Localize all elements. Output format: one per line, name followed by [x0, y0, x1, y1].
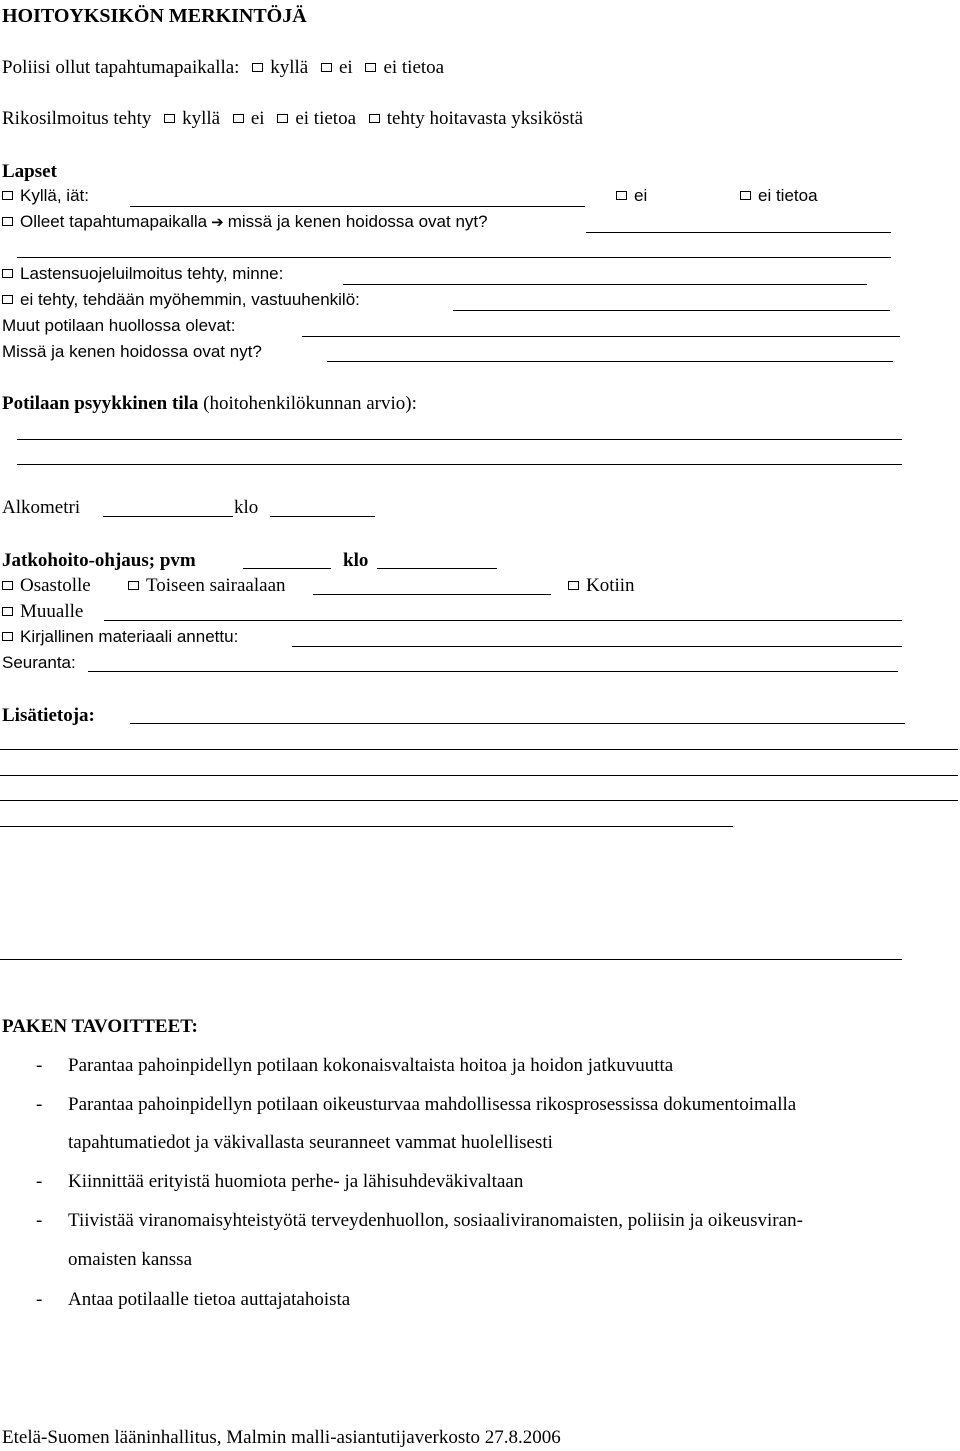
police-no-label: ei [338, 57, 353, 78]
not-done-row [2, 291, 360, 308]
responsible-person-field[interactable] [453, 310, 890, 311]
where-now-field[interactable] [327, 361, 893, 362]
child-protection-checkbox[interactable] [2, 269, 13, 278]
material-field[interactable] [292, 646, 902, 647]
crime-report-own-unit-label: tehty hoitavasta yksiköstä [386, 108, 584, 129]
goal-item-continued: tapahtumatiedot ja väkivallasta seuranneet vammat huolellisesti [68, 1132, 553, 1153]
alcometer-label: Alkometri [2, 497, 81, 518]
children-yes-row [2, 187, 89, 204]
crime-report-no-checkbox[interactable] [233, 114, 244, 123]
crime-report-no-label: ei [250, 108, 265, 129]
goal-item: Parantaa pahoinpidellyn potilaan oikeusturvaa mahdollisessa rikosprosessissa dokumentoimalla [68, 1094, 797, 1115]
home-row [568, 576, 635, 595]
home-checkbox[interactable] [568, 581, 579, 590]
followup-time-label: klo [343, 550, 369, 571]
not-done-label: ei tehty, tehdään myöhemmin, vastuuhenkilö: [20, 290, 360, 309]
other-dependents-field[interactable] [302, 336, 900, 337]
other-hospital-row [128, 576, 286, 595]
extra-field-5[interactable] [0, 826, 733, 827]
police-yes-label: kyllä [270, 57, 309, 78]
elsewhere-row [2, 602, 83, 621]
children-no-checkbox[interactable] [616, 191, 627, 200]
monitoring-label: Seuranta: [2, 653, 76, 672]
children-no-row [616, 187, 647, 204]
crime-report-row [2, 109, 583, 128]
psych-field-2[interactable] [17, 464, 902, 465]
police-row [2, 58, 444, 77]
alcometer-time-field[interactable] [270, 516, 375, 517]
goal-item-continued: omaisten kanssa [68, 1249, 193, 1270]
psych-field-1[interactable] [17, 439, 902, 440]
goal-item: Parantaa pahoinpidellyn potilaan kokonaisvaltaista hoitoa ja hoidon jatkuvuutta [68, 1055, 674, 1076]
children-no-label: ei [634, 186, 648, 205]
ward-checkbox[interactable] [2, 581, 13, 590]
children-yes-label: Kyllä, iät: [20, 186, 89, 205]
children-unknown-checkbox[interactable] [740, 191, 751, 200]
police-yes-checkbox[interactable] [252, 63, 263, 72]
home-label: Kotiin [586, 575, 635, 596]
goals-heading: PAKEN TAVOITTEET: [2, 1016, 198, 1037]
goal-dash: - [36, 1210, 43, 1231]
goal-dash: - [36, 1094, 43, 1115]
police-unknown-checkbox[interactable] [365, 63, 376, 72]
children-present-field-2[interactable] [17, 257, 891, 258]
child-protection-row [2, 265, 283, 282]
ward-row [2, 576, 91, 595]
crime-report-unknown-label: ei tietoa [295, 108, 357, 129]
monitoring-field[interactable] [88, 671, 898, 672]
children-heading: Lapset [2, 161, 57, 182]
psych-row [2, 394, 417, 413]
children-unknown-label: ei tietoa [758, 186, 818, 205]
children-present-field[interactable] [586, 232, 891, 233]
other-hospital-field[interactable] [313, 594, 551, 595]
elsewhere-checkbox[interactable] [2, 607, 13, 616]
police-no-checkbox[interactable] [321, 63, 332, 72]
goal-dash: - [36, 1055, 43, 1076]
children-present-checkbox[interactable] [2, 217, 13, 226]
crime-report-yes-label: kyllä [182, 108, 221, 129]
extra-field-2[interactable] [0, 749, 958, 750]
page-title: HOITOYKSIKÖN MERKINTÖJÄ [2, 5, 307, 27]
other-dependents-label: Muut potilaan huollossa olevat: [2, 316, 236, 335]
children-unknown-row [740, 187, 818, 204]
extra-field-1[interactable] [130, 723, 905, 724]
police-unknown-label: ei tietoa [383, 57, 445, 78]
other-hospital-label: Toiseen sairaalaan [146, 575, 286, 596]
children-yes-checkbox[interactable] [2, 191, 13, 200]
children-present-label: Olleet tapahtumapaikalla [20, 212, 208, 231]
alcometer-value-field[interactable] [103, 516, 233, 517]
material-checkbox[interactable] [2, 632, 13, 641]
child-protection-label: Lastensuojeluilmoitus tehty, minne: [20, 264, 284, 283]
psych-label: Potilaan psyykkinen tila [2, 393, 199, 414]
crime-report-own-unit-checkbox[interactable] [369, 114, 380, 123]
crime-report-unknown-checkbox[interactable] [277, 114, 288, 123]
goal-dash: - [36, 1289, 43, 1310]
children-present-question: missä ja kenen hoidossa ovat nyt? [227, 212, 488, 231]
arrow-right-icon: ➔ [211, 213, 224, 231]
psych-label-note: (hoitohenkilökunnan arvio): [203, 393, 417, 414]
elsewhere-label: Muualle [20, 601, 84, 622]
goal-item: Tiivistää viranomaisyhteistyötä terveydenhuollon, sosiaaliviranomaisten, poliisin ja oikeusviran- [68, 1210, 803, 1231]
crime-report-label: Rikosilmoitus tehty [2, 108, 152, 129]
ward-label: Osastolle [20, 575, 91, 596]
children-present-row [2, 213, 488, 230]
other-hospital-checkbox[interactable] [128, 581, 139, 590]
alcometer-time-label: klo [234, 497, 259, 518]
material-row [2, 628, 238, 645]
followup-heading: Jatkohoito-ohjaus; pvm [2, 550, 196, 571]
goal-dash: - [36, 1171, 43, 1192]
police-label: Poliisi ollut tapahtumapaikalla: [2, 57, 240, 78]
not-done-checkbox[interactable] [2, 295, 13, 304]
child-protection-field[interactable] [343, 284, 867, 285]
followup-time-field[interactable] [377, 568, 497, 569]
extra-label: Lisätietoja: [2, 705, 95, 726]
extra-field-3[interactable] [0, 775, 958, 776]
goal-item: Kiinnittää erityistä huomiota perhe- ja lähisuhdeväkivaltaan [68, 1171, 524, 1192]
children-ages-field[interactable] [130, 206, 585, 207]
footer-text: Etelä-Suomen lääninhallitus, Malmin malli-asiantutijaverkosto 27.8.2006 [2, 1427, 561, 1448]
extra-field-4[interactable] [0, 800, 958, 801]
followup-date-field[interactable] [243, 568, 331, 569]
crime-report-yes-checkbox[interactable] [164, 114, 175, 123]
material-label: Kirjallinen materiaali annettu: [20, 627, 239, 646]
where-now-label: Missä ja kenen hoidossa ovat nyt? [2, 342, 262, 361]
extra-field-6[interactable] [0, 959, 902, 960]
elsewhere-field[interactable] [104, 620, 902, 621]
goal-item: Antaa potilaalle tietoa auttajatahoista [68, 1289, 351, 1310]
